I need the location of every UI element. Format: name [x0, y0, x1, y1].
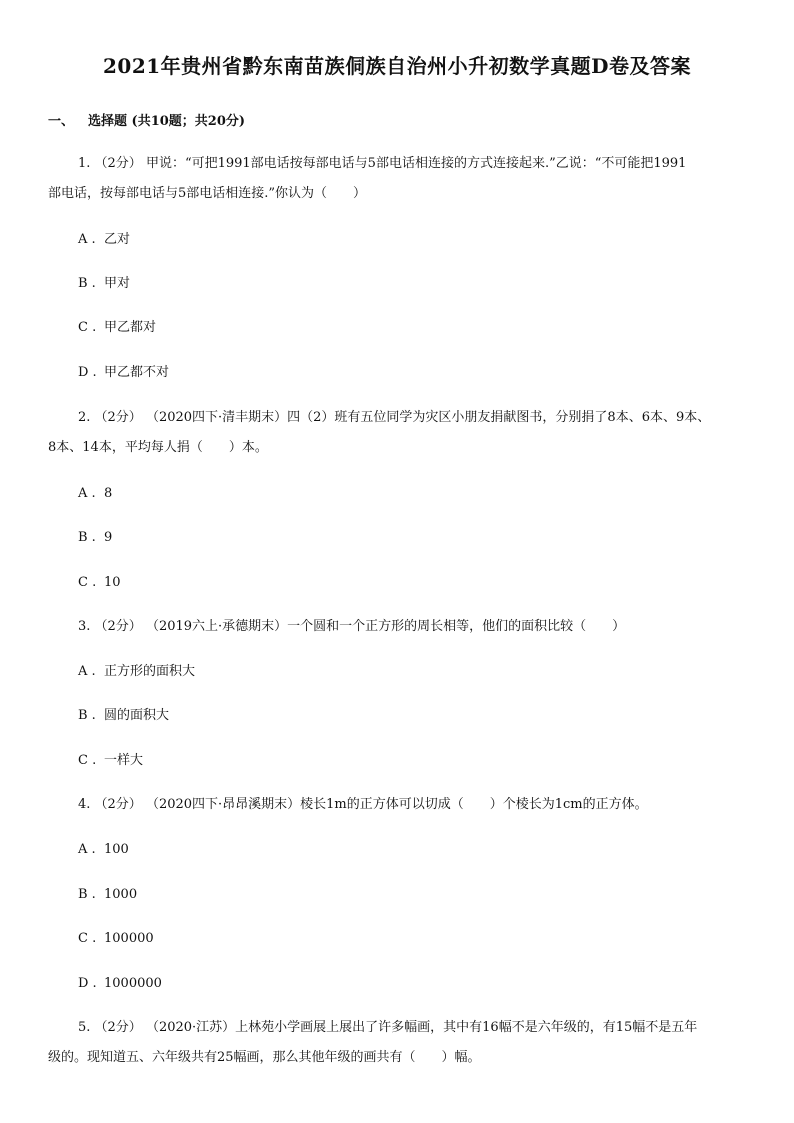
- question-2-option-b: [78, 529, 112, 547]
- option-letter: B .: [78, 530, 96, 545]
- option-text: 乙对: [104, 232, 131, 247]
- question-2-line-1: 2. （2分） （2020四下·清丰期末）四（2）班有五位同学为灾区小朋友捐献图书，分别捐了8本、6本、9本、: [78, 410, 711, 425]
- option-text: 1000: [104, 887, 138, 902]
- question-5-line-2: 级的。现知道五、六年级共有25幅画，那么其他年级的画共有（ ）幅。: [48, 1050, 481, 1065]
- option-text: 100000: [104, 931, 154, 946]
- question-4-line-1: 4. （2分） （2020四下·昂昂溪期末）棱长1m的正方体可以切成（ ）个棱长为1cm的正方体。: [78, 797, 648, 812]
- question-1-option-d: [78, 364, 169, 382]
- question-4-option-b: [78, 886, 137, 904]
- question-4-option-c: [78, 930, 154, 948]
- option-letter: C .: [78, 931, 97, 946]
- option-letter: B .: [78, 708, 96, 723]
- option-letter: C .: [78, 575, 97, 590]
- option-text: 圆的面积大: [104, 708, 170, 723]
- option-letter: D .: [78, 365, 97, 380]
- option-letter: A .: [78, 232, 96, 247]
- option-text: 甲乙都对: [104, 320, 157, 335]
- option-letter: C .: [78, 753, 97, 768]
- option-letter: A .: [78, 664, 96, 679]
- option-text: 100: [104, 842, 129, 857]
- question-3-option-c: [78, 752, 143, 770]
- question-1-line-1: 1. （2分） 甲说：“可把1991部电话按每部电话与5部电话相连接的方式连接起来.”乙说：“不可能把1991: [78, 156, 687, 171]
- option-text: 1000000: [104, 976, 162, 991]
- option-text: 正方形的面积大: [104, 664, 196, 679]
- option-letter: A .: [78, 486, 96, 501]
- question-1-line-2: 部电话，按每部电话与5部电话相连接.”你认为（ ）: [48, 186, 367, 201]
- question-4-option-a: [78, 841, 129, 859]
- question-3-option-b: [78, 707, 169, 725]
- option-text: 8: [104, 486, 113, 501]
- option-letter: C .: [78, 320, 97, 335]
- question-1-option-c: [78, 319, 156, 337]
- question-4-option-d: [78, 975, 162, 993]
- option-text: 甲对: [104, 276, 131, 291]
- question-5-line-1: 5. （2分） （2020·江苏）上林苑小学画展上展出了许多幅画，其中有16幅不是六年级的，有15幅不是五年: [78, 1020, 698, 1035]
- option-text: 一样大: [104, 753, 144, 768]
- question-1-option-a: [78, 231, 130, 249]
- option-text: 10: [104, 575, 121, 590]
- document-title: 2021年贵州省黔东南苗族侗族自治州小升初数学真题D卷及答案: [102, 54, 691, 78]
- question-3-option-a: [78, 663, 195, 681]
- section-number: 一、: [48, 114, 75, 129]
- question-2-line-2: 8本、14本，平均每人捐（ ）本。: [48, 440, 268, 455]
- option-letter: D .: [78, 976, 97, 991]
- option-letter: B .: [78, 887, 96, 902]
- question-2-option-a: [78, 485, 112, 503]
- section-heading: [48, 110, 245, 129]
- option-text: 9: [104, 530, 113, 545]
- section-label: 选择题 (共10题；共20分): [88, 114, 246, 129]
- question-3-line-1: 3. （2分） （2019六上·承德期末）一个圆和一个正方形的周长相等，他们的面积比较（ ）: [78, 619, 626, 634]
- question-2-option-c: [78, 574, 121, 592]
- question-1-option-b: [78, 275, 130, 293]
- option-letter: B .: [78, 276, 96, 291]
- option-text: 甲乙都不对: [104, 365, 170, 380]
- option-letter: A .: [78, 842, 96, 857]
